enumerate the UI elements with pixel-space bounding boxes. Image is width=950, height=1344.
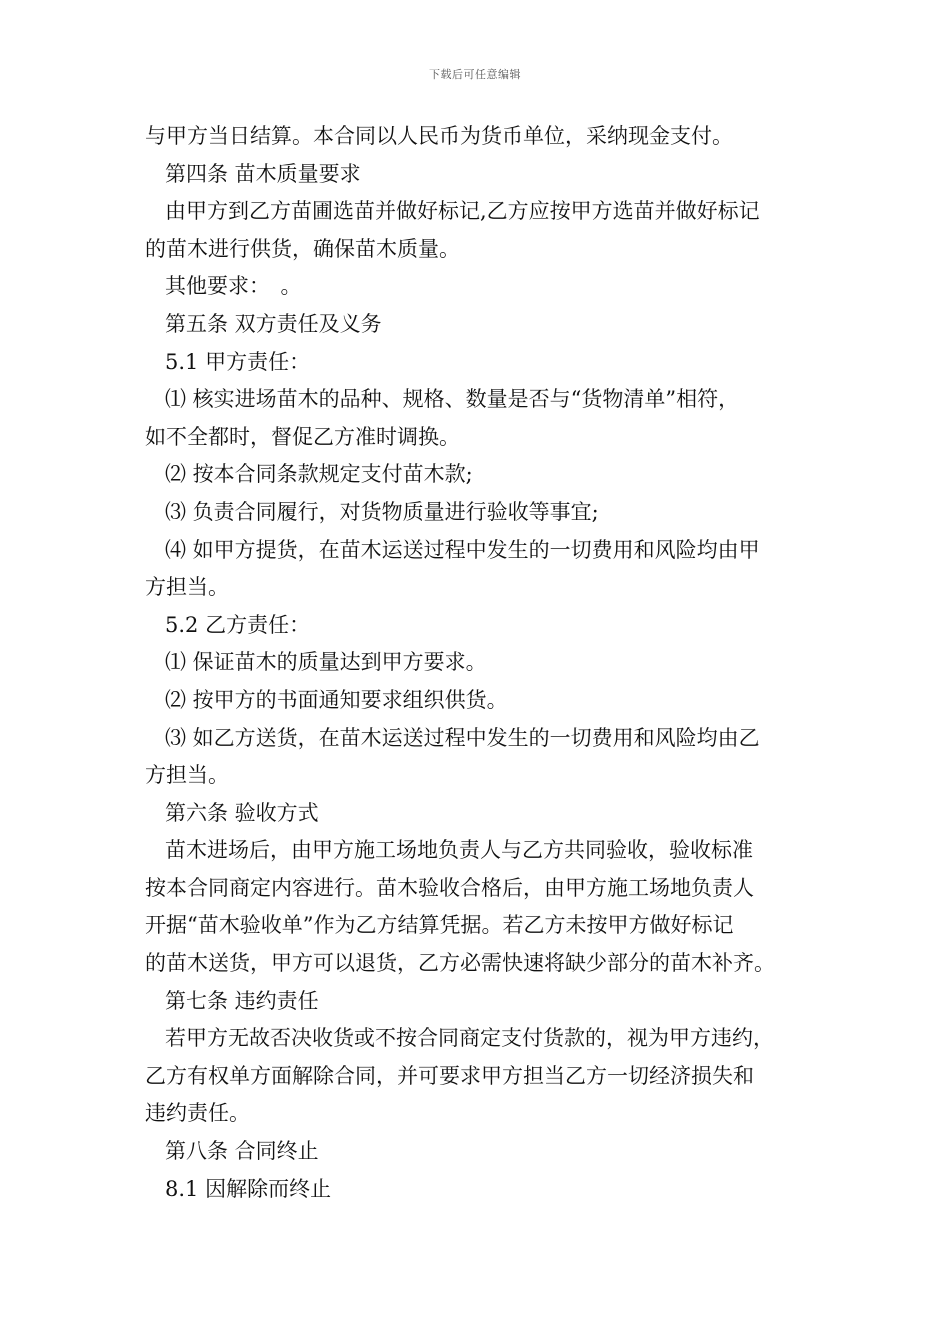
section-heading-8: 第八条 合同终止: [165, 1139, 319, 1164]
paragraph-line: 乙方有权单方面解除合同，并可要求甲方担当乙方一切经济损失和: [145, 1063, 754, 1088]
list-item-line: ⑵ 按甲方的书面通知要求组织供货。: [165, 687, 508, 712]
subsection-heading-5-2: 5.2 乙方责任：: [165, 612, 311, 637]
subsection-heading-8-1: 8.1 因解除而终止: [165, 1176, 332, 1201]
list-item-line: ⑷ 如甲方提货，在苗木运送过程中发生的一切费用和风险均由甲: [165, 537, 760, 562]
section-heading-5: 第五条 双方责任及义务: [165, 311, 382, 336]
list-item-line: ⑵ 按本合同条款规定支付苗木款;: [165, 462, 473, 487]
section-heading-7: 第七条 违约责任: [165, 988, 319, 1013]
paragraph-line: 开据“苗木验收单”作为乙方结算凭据。若乙方未按甲方做好标记: [145, 913, 734, 938]
paragraph-line: 按本合同商定内容进行。苗木验收合格后，由甲方施工场地负责人: [145, 875, 754, 900]
paragraph-line: 其他要求： 。: [165, 274, 302, 299]
paragraph-line: 方担当。: [145, 763, 229, 788]
subsection-heading-5-1: 5.1 甲方责任：: [165, 349, 311, 374]
document-body: [145, 118, 815, 1208]
page-header-note: 下载后可任意编辑: [429, 68, 521, 81]
list-item-line: ⑴ 核实进场苗木的品种、规格、数量是否与“货物清单”相符，: [165, 387, 740, 412]
paragraph-line: 由甲方到乙方苗圃选苗并做好标记,乙方应按甲方选苗并做好标记: [165, 199, 760, 224]
paragraph-line: 若甲方无故否决收货或不按合同商定支付货款的，视为甲方违约，: [165, 1026, 774, 1051]
section-heading-6: 第六条 验收方式: [165, 800, 319, 825]
list-item-line: ⑶ 如乙方送货，在苗木运送过程中发生的一切费用和风险均由乙: [165, 725, 760, 750]
section-heading-4: 第四条 苗木质量要求: [165, 161, 361, 186]
paragraph-line: 方担当。: [145, 575, 229, 600]
paragraph-line: 的苗木进行供货，确保苗木质量。: [145, 236, 460, 261]
paragraph-line: 的苗木送货，甲方可以退货，乙方必需快速将缺少部分的苗木补齐。: [145, 951, 775, 976]
paragraph-line: 苗木进场后，由甲方施工场地负责人与乙方共同验收，验收标准: [165, 838, 753, 863]
paragraph-line: 与甲方当日结算。本合同以人民币为货币单位，采纳现金支付。: [145, 124, 733, 148]
list-item-line: ⑴ 保证苗木的质量达到甲方要求。: [165, 650, 487, 675]
paragraph-line: 如不全都时，督促乙方准时调换。: [145, 424, 460, 449]
paragraph-line: 违约责任。: [145, 1101, 250, 1126]
list-item-line: ⑶ 负责合同履行，对货物质量进行验收等事宜;: [165, 499, 599, 524]
